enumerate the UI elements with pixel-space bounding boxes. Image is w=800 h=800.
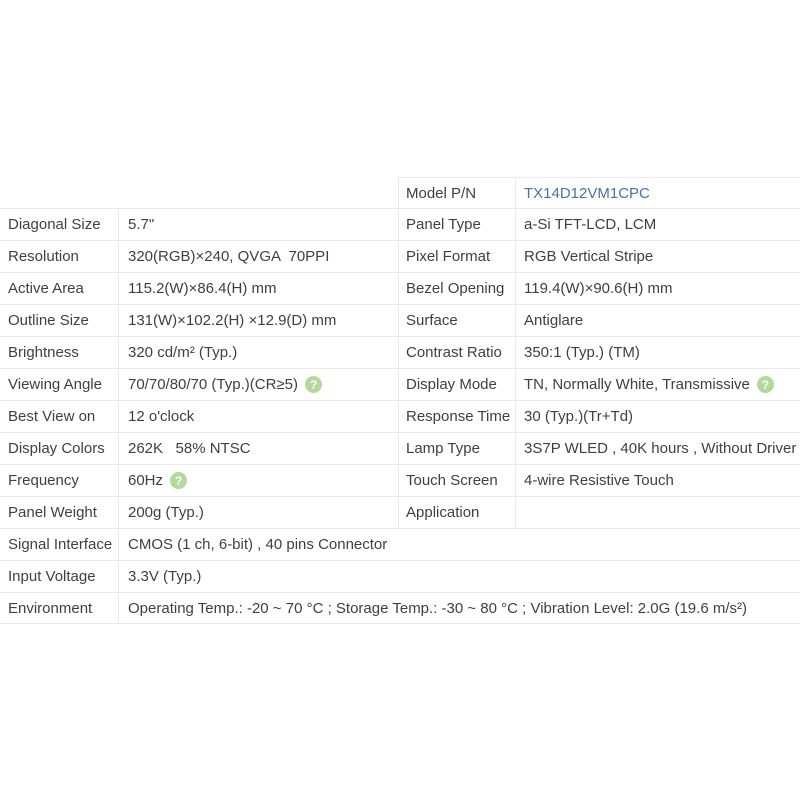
- spec-value-active-area: 115.2(W)×86.4(H) mm: [118, 272, 398, 304]
- spec-label-display-mode: Display Mode: [398, 368, 515, 400]
- spec-label-bezel-opening: Bezel Opening: [398, 272, 515, 304]
- spec-value-display-colors: 262K 58% NTSC: [118, 432, 398, 464]
- spec-value-panel-type: a-Si TFT-LCD, LCM: [515, 208, 800, 240]
- spec-value-application: [515, 496, 800, 528]
- spec-label-contrast-ratio: Contrast Ratio: [398, 336, 515, 368]
- spec-value-frequency: [118, 464, 398, 496]
- spec-value-surface: Antiglare: [515, 304, 800, 336]
- spec-table: [0, 177, 800, 624]
- spec-label-best-view-on: Best View on: [0, 400, 118, 432]
- spec-value-response-time: 30 (Typ.)(Tr+Td): [515, 400, 800, 432]
- spec-label-display-colors: Display Colors: [0, 432, 118, 464]
- spec-label-touch-screen: Touch Screen: [398, 464, 515, 496]
- spec-value-resolution: 320(RGB)×240, QVGA 70PPI: [118, 240, 398, 272]
- spec-value-brightness: 320 cd/m² (Typ.): [118, 336, 398, 368]
- spec-value-outline-size: 131(W)×102.2(H) ×12.9(D) mm: [118, 304, 398, 336]
- spec-label-panel-weight: Panel Weight: [0, 496, 118, 528]
- spec-value-best-view-on: 12 o'clock: [118, 400, 398, 432]
- spec-value-touch-screen: 4-wire Resistive Touch: [515, 464, 800, 496]
- spec-value-signal-interface: CMOS (1 ch, 6-bit) , 40 pins Connector: [118, 528, 800, 560]
- spec-value-pixel-format: RGB Vertical Stripe: [515, 240, 800, 272]
- spec-label-lamp-type: Lamp Type: [398, 432, 515, 464]
- spec-value-viewing-angle: [118, 368, 398, 400]
- spec-value-bezel-opening: 119.4(W)×90.6(H) mm: [515, 272, 800, 304]
- frequency-text: 60Hz: [128, 472, 164, 489]
- help-icon[interactable]: ?: [305, 376, 322, 393]
- spec-label-outline-size: Outline Size: [0, 304, 118, 336]
- spec-value-display-mode: [515, 368, 800, 400]
- spec-value-panel-weight: 200g (Typ.): [118, 496, 398, 528]
- spec-label-panel-type: Panel Type: [398, 208, 515, 240]
- spec-label-model-pn: Model P/N: [398, 177, 515, 208]
- spec-label-brightness: Brightness: [0, 336, 118, 368]
- spec-label-input-voltage: Input Voltage: [0, 560, 118, 592]
- help-icon[interactable]: ?: [757, 376, 774, 393]
- spec-value-diagonal-size: 5.7": [118, 208, 398, 240]
- spec-label-viewing-angle: Viewing Angle: [0, 368, 118, 400]
- spec-value-model-pn[interactable]: TX14D12VM1CPC: [515, 177, 800, 208]
- spec-value-environment: Operating Temp.: -20 ~ 70 °C ; Storage Temp.: -30 ~ 80 °C ; Vibration Level: 2.0G (19.6 m/s²): [118, 592, 800, 624]
- spec-label-pixel-format: Pixel Format: [398, 240, 515, 272]
- display-mode-text: TN, Normally White, Transmissive: [524, 376, 750, 393]
- spec-label-frequency: Frequency: [0, 464, 118, 496]
- spec-value-lamp-type: 3S7P WLED , 40K hours , Without Driver: [515, 432, 800, 464]
- spec-value-input-voltage: 3.3V (Typ.): [118, 560, 800, 592]
- spec-label-application: Application: [398, 496, 515, 528]
- blank-cell: [0, 177, 118, 208]
- spec-value-contrast-ratio: 350:1 (Typ.) (TM): [515, 336, 800, 368]
- viewing-angle-text: 70/70/80/70 (Typ.)(CR≥5): [128, 376, 298, 393]
- spec-label-response-time: Response Time: [398, 400, 515, 432]
- help-icon[interactable]: ?: [170, 472, 187, 489]
- spec-label-environment: Environment: [0, 592, 118, 624]
- spec-label-signal-interface: Signal Interface: [0, 528, 118, 560]
- spec-label-diagonal-size: Diagonal Size: [0, 208, 118, 240]
- spec-label-surface: Surface: [398, 304, 515, 336]
- spec-label-active-area: Active Area: [0, 272, 118, 304]
- blank-cell: [118, 177, 398, 208]
- spec-label-resolution: Resolution: [0, 240, 118, 272]
